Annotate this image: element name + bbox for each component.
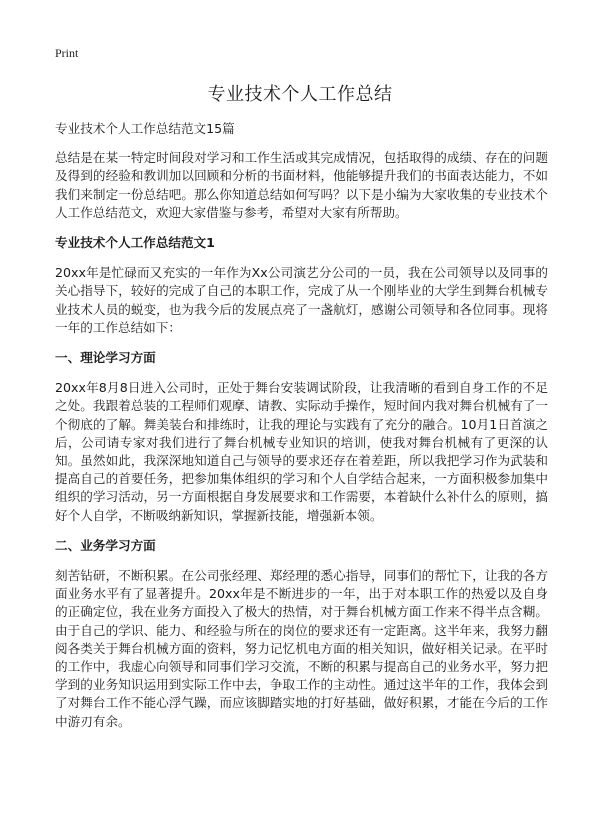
part-1-heading: 一、理论学习方面 bbox=[55, 350, 156, 366]
document-title: 专业技术个人工作总结 bbox=[207, 84, 393, 105]
part-2-paragraph: 刻苦钻研，不断积累。在公司张经理、郑经理的悉心指导，同事们的帮忙下，让我的各方面业务水平有了显著提升。20xx年是不断进步的一年，出于对本职工作的热爱以及自身的正确定位，我在业务方面投入了极大的热情，对于舞台机械方面工作来不得半点含糊。由于自己的学识、能力、和经验与所在的岗位的要求还有一定距离。这半年来，我努力翻阅各类关于舞台机械方面的资料，努力记忆机电方面的相关知识，做好相关记录。在平时的工作中，我虚心向领导和同事们学习交流，不断的积累与提高自己的业务水平，努力把学到的业务知识运用到实际工作中去，争取工作的主动性。通过这半年的工作，我体会到了对舞台工作不能心浮气躁，而应该脚踏实地的打好基础，做好积累，才能在今后的工作中游刃有余。 bbox=[55, 568, 548, 729]
section-heading-1: 专业技术个人工作总结范文1 bbox=[55, 235, 215, 251]
part-1-paragraph: 20xx年8月8日进入公司时，正处于舞台安装调试阶段，让我清晰的看到自身工作的不足之处。我跟着总装的工程师们观摩、请教、实际动手操作，短时间内我对舞台机械有了一个彻底的了解。舞美装台和排练时，让我的理论与实践有了充分的融合。10月1日首演之后，公司请专家对我们进行了舞台机械专业知识的培训，使我对舞台机械有了更深的认知。虽然如此，我深深地知道自己与领导的要求还存在着差距，所以我把学习作为武装和提高自己的首要任务，把参加集体组织的学习和个人自学结合起来，一方面积极参加集中组织的学习活动，另一方面根据自身发展要求和工作需要，本着缺什么补什么的原则，搞好个人自学，不断吸纳新知识，掌握新技能，增强新本领。 bbox=[55, 380, 548, 523]
print-link[interactable]: Print bbox=[55, 46, 79, 60]
section-1-paragraph: 20xx年是忙碌而又充实的一年作为Xx公司演艺分公司的一员，我在公司领导以及同事的关心指导下，较好的完成了自己的本职工作，完成了从一个刚毕业的大学生到舞台机械专业技术人员的蜕变，也为我今后的发展点亮了一盏航灯，感谢公司领导和各位同事。现将一年的工作总结如下： bbox=[55, 265, 548, 335]
document-subtitle: 专业技术个人工作总结范文15篇 bbox=[55, 121, 235, 136]
document-body bbox=[55, 120, 548, 743]
intro-paragraph: 总结是在某一特定时间段对学习和工作生活或其完成情况，包括取得的成绩、存在的问题及得到的经验和教训加以回顾和分析的书面材料，他能够提升我们的书面表达能力，不如我们来制定一份总结吧。那么你知道总结如何写吗？以下是小编为大家收集的专业技术个人工作总结范文，欢迎大家借鉴与参考，希望对大家有所帮助。 bbox=[55, 150, 548, 220]
part-2-heading: 二、业务学习方面 bbox=[55, 537, 156, 553]
